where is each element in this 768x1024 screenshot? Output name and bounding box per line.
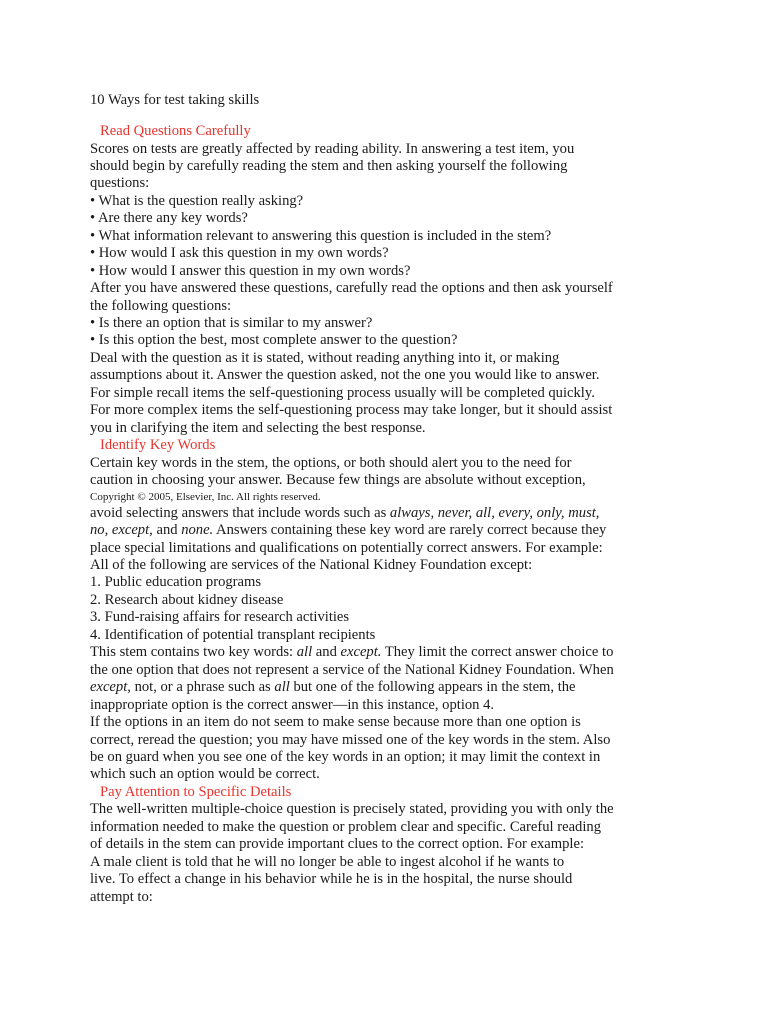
text-line: information needed to make the question or problem clear and specific. Careful reading xyxy=(90,818,601,835)
text-line xyxy=(90,644,634,661)
section-body xyxy=(90,455,634,784)
bullet-line: • How would I answer this question in my own words? xyxy=(90,262,411,279)
text-line: correct, reread the question; you may have missed one of the key words in the stem. Also xyxy=(90,731,611,748)
section-heading: Read Questions Carefully xyxy=(100,123,251,139)
text-line: assumptions about it. Answer the question asked, not the one you would like to answer. xyxy=(90,367,600,384)
text-line: of details in the stem can provide important clues to the correct option. For example: xyxy=(90,836,585,853)
text-line: If the options in an item do not seem to make sense because more than one option is xyxy=(90,714,581,731)
text-run: They limit the correct answer choice to xyxy=(381,644,614,661)
text-line: Scores on tests are greatly affected by reading ability. In answering a test item, you xyxy=(90,140,575,157)
text-line: inappropriate option is the correct answer—in this instance, option 4. xyxy=(90,696,495,713)
text-line: All of the following are services of the National Kidney Foundation except: xyxy=(90,556,533,573)
section-identify-key-words xyxy=(90,437,634,784)
section-specific-details xyxy=(90,784,634,906)
section-read-questions xyxy=(90,123,634,437)
text-line xyxy=(90,505,634,522)
text-run: and xyxy=(152,522,182,539)
bullet-line: • What is the question really asking? xyxy=(90,192,304,209)
italic-key-word: all xyxy=(274,679,290,696)
text-line: you in clarifying the item and selecting the best response. xyxy=(90,419,426,436)
text-line: the one option that does not represent a service of the National Kidney Foundation. When xyxy=(90,661,614,678)
text-line: the following questions: xyxy=(90,297,232,314)
text-line: caution in choosing your answer. Because few things are absolute without exception, xyxy=(90,472,586,489)
text-line: The well-written multiple-choice question is precisely stated, providing you with only the xyxy=(90,801,614,818)
bullet-line: • Is there an option that is similar to my answer? xyxy=(90,315,373,332)
bullet-line: • How would I ask this question in my own words? xyxy=(90,245,389,262)
option-line: 2. Research about kidney disease xyxy=(90,591,284,608)
text-line: A male client is told that he will no longer be able to ingest alcohol if he wants to xyxy=(90,853,565,870)
option-line: 4. Identification of potential transplant recipients xyxy=(90,626,376,643)
italic-key-word: all xyxy=(296,644,313,661)
text-run: but one of the following appears in the stem, the xyxy=(289,679,576,696)
bullet-line: • Is this option the best, most complete answer to the question? xyxy=(90,332,458,349)
italic-key-words: always, never, all, every, only, must, xyxy=(389,504,600,521)
text-run: Answers containing these key word are rarely correct because they xyxy=(213,522,607,539)
text-line: Deal with the question as it is stated, without reading anything into it, or making xyxy=(90,349,560,366)
italic-key-word: except. xyxy=(340,644,382,661)
text-line xyxy=(90,522,634,539)
text-line: attempt to: xyxy=(90,888,153,905)
italic-key-word: except, xyxy=(90,679,131,696)
section-body xyxy=(90,801,634,906)
text-run: This stem contains two key words: xyxy=(90,644,297,661)
italic-key-words: no, except, xyxy=(90,522,153,539)
text-line xyxy=(90,679,634,696)
italic-key-words: none. xyxy=(181,522,214,539)
section-body xyxy=(90,141,634,438)
text-line: After you have answered these questions, carefully read the options and then ask yourself xyxy=(90,280,613,297)
text-run: not, or a phrase such as xyxy=(130,679,275,696)
bullet-line: • What information relevant to answering this question is included in the stem? xyxy=(90,227,552,244)
section-heading: Pay Attention to Specific Details xyxy=(100,783,292,800)
option-line: 3. Fund-raising affairs for research activities xyxy=(90,609,350,626)
option-line: 1. Public education programs xyxy=(90,574,262,591)
text-run: and xyxy=(312,644,341,661)
text-line: should begin by carefully reading the stem and then asking yourself the following xyxy=(90,157,568,174)
bullet-line: • Are there any key words? xyxy=(90,210,248,227)
text-run: avoid selecting answers that include words such as xyxy=(90,504,390,521)
text-line: which such an option would be correct. xyxy=(90,766,320,783)
copyright-notice: Copyright © 2005, Elsevier, Inc. All rights reserved. xyxy=(90,490,321,503)
document-title: 10 Ways for test taking skills xyxy=(90,92,260,108)
text-line: For simple recall items the self-questioning process usually will be completed quickly. xyxy=(90,384,595,401)
text-line: place special limitations and qualifications on potentially correct answers. For example: xyxy=(90,539,603,556)
section-heading: Identify Key Words xyxy=(100,437,216,454)
text-line: live. To effect a change in his behavior while he is in the hospital, the nurse should xyxy=(90,871,573,888)
text-line: be on guard when you see one of the key words in an option; it may limit the context in xyxy=(90,748,601,765)
text-line: Certain key words in the stem, the options, or both should alert you to the need for xyxy=(90,454,572,471)
text-line: For more complex items the self-questioning process may take longer, but it should assist xyxy=(90,402,613,419)
text-line: questions: xyxy=(90,175,150,192)
